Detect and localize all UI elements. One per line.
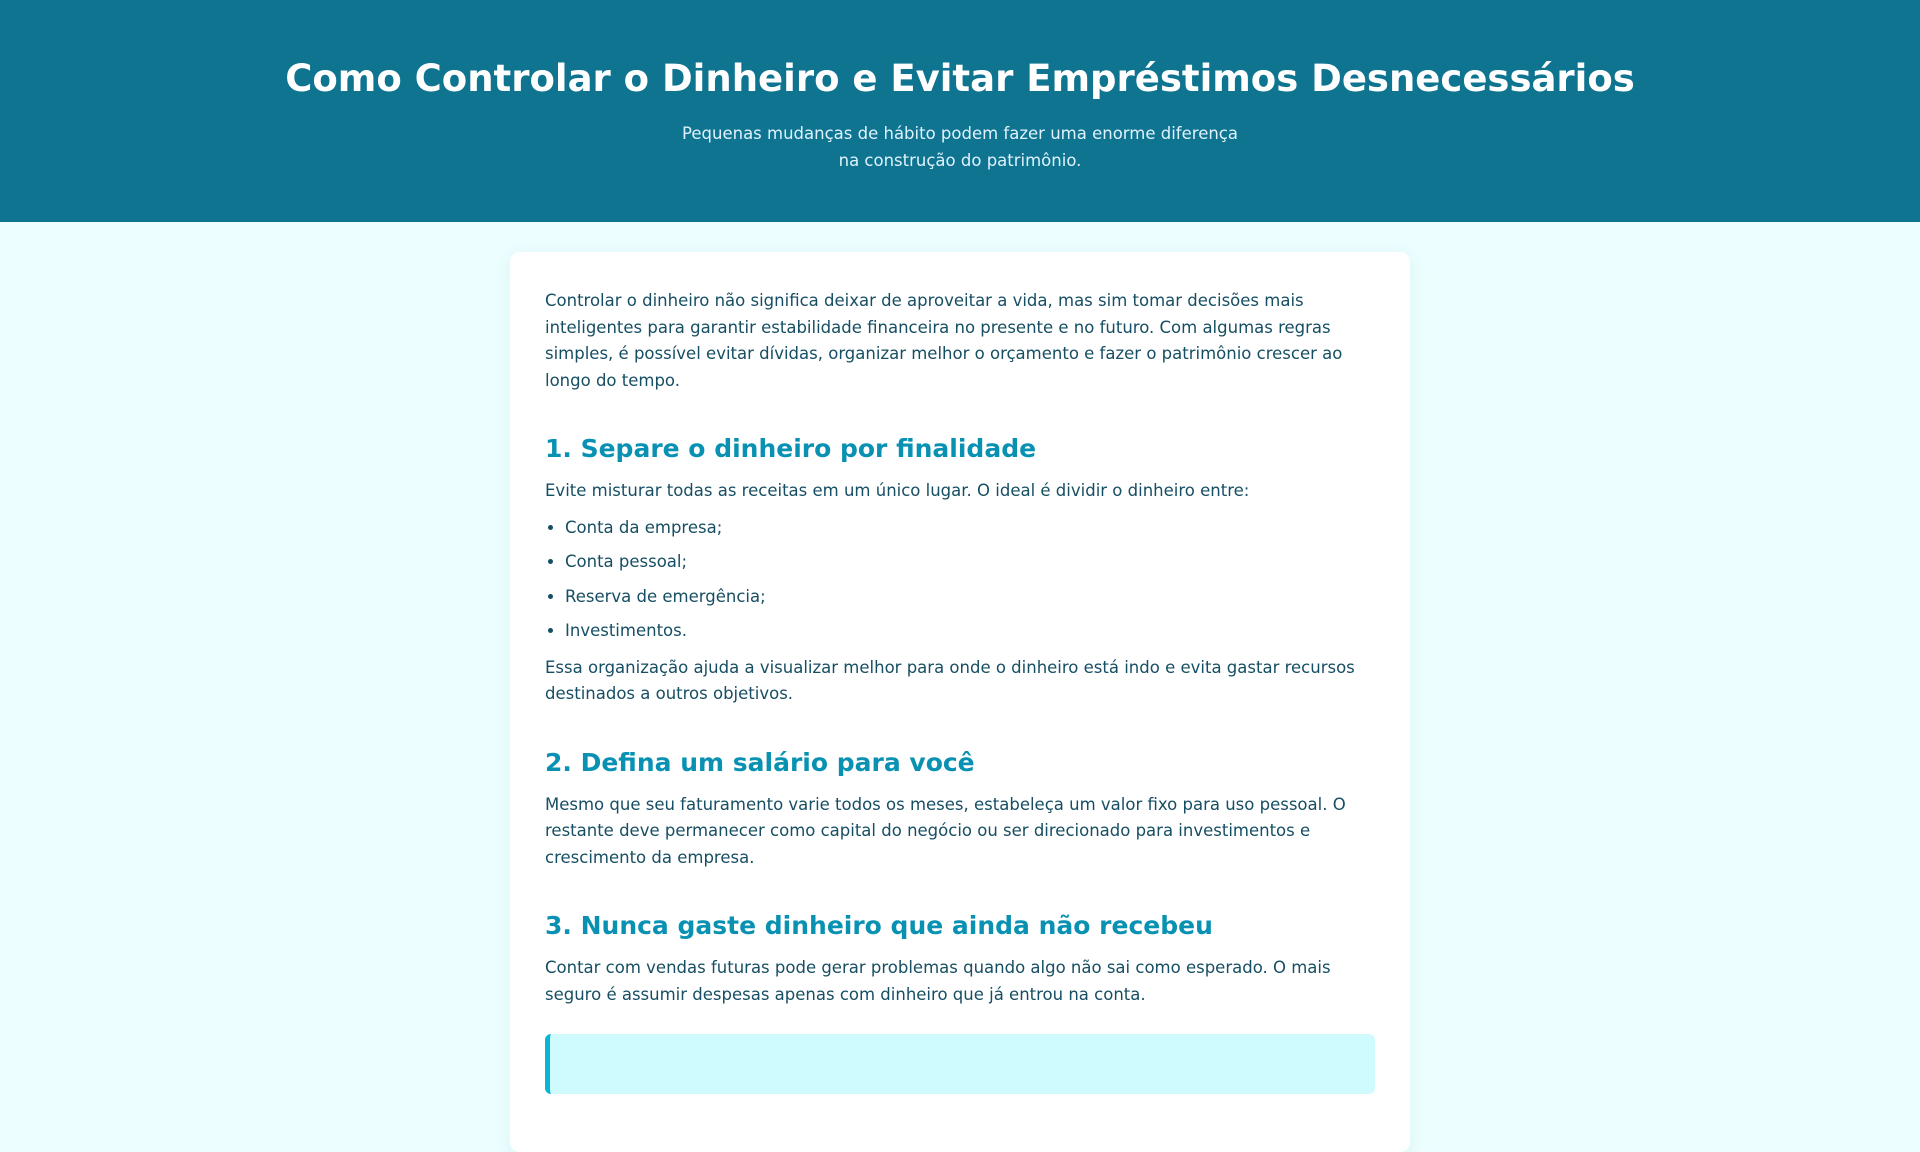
page-subtitle: Pequenas mudanças de hábito podem fazer uma enorme diferença na construção do patrimônio. xyxy=(682,124,1238,170)
page-title: Como Controlar o Dinheiro e Evitar Empréstimos Desnecessários xyxy=(285,57,1635,100)
section-heading: 1. Separe o dinheiro por finalidade xyxy=(545,434,1037,463)
list-item: • Investimentos. xyxy=(565,618,1375,645)
tip-callout xyxy=(545,1034,1375,1094)
section-separate-money xyxy=(545,432,1375,708)
list-item: • Conta da empresa; xyxy=(565,515,1375,542)
section-salary xyxy=(545,746,1375,872)
section-paragraph: Mesmo que seu faturamento varie todos os meses, estabeleça um valor fixo para uso pessoal. O restante deve permanecer como capital do negócio ou ser direcionado para investimentos e crescimento da empresa. xyxy=(545,794,1346,867)
section-heading: 3. Nunca gaste dinheiro que ainda não recebeu xyxy=(545,911,1213,940)
list-item: • Reserva de emergência; xyxy=(565,584,1375,611)
article-card xyxy=(510,252,1410,1152)
section-heading: 2. Defina um salário para você xyxy=(545,747,975,777)
section-paragraph: Contar com vendas futuras pode gerar problemas quando algo não sai como esperado. O mais seguro é assumir despesas apenas com dinheiro que já entrou na conta. xyxy=(545,958,1331,1004)
page-header xyxy=(0,0,1920,222)
section-paragraph: Evite misturar todas as receitas em um único lugar. O ideal é dividir o dinheiro entre: xyxy=(545,481,1250,500)
intro-paragraph: Controlar o dinheiro não significa deixar de aproveitar a vida, mas sim tomar decisões mais inteligentes para garantir estabilidade financeira no presente e no futuro. Com algumas regras simples, é possível evitar dívidas, organizar melhor o orçamento e fazer o patrimônio crescer ao longo do tempo. xyxy=(545,291,1343,390)
section-future-money xyxy=(545,909,1375,1008)
list-item: • Conta pessoal; xyxy=(565,549,1375,576)
purpose-list xyxy=(545,515,1375,645)
section-paragraph: Essa organização ajuda a visualizar melhor para onde o dinheiro está indo e evita gastar recursos destinados a outros objetivos. xyxy=(545,657,1355,703)
